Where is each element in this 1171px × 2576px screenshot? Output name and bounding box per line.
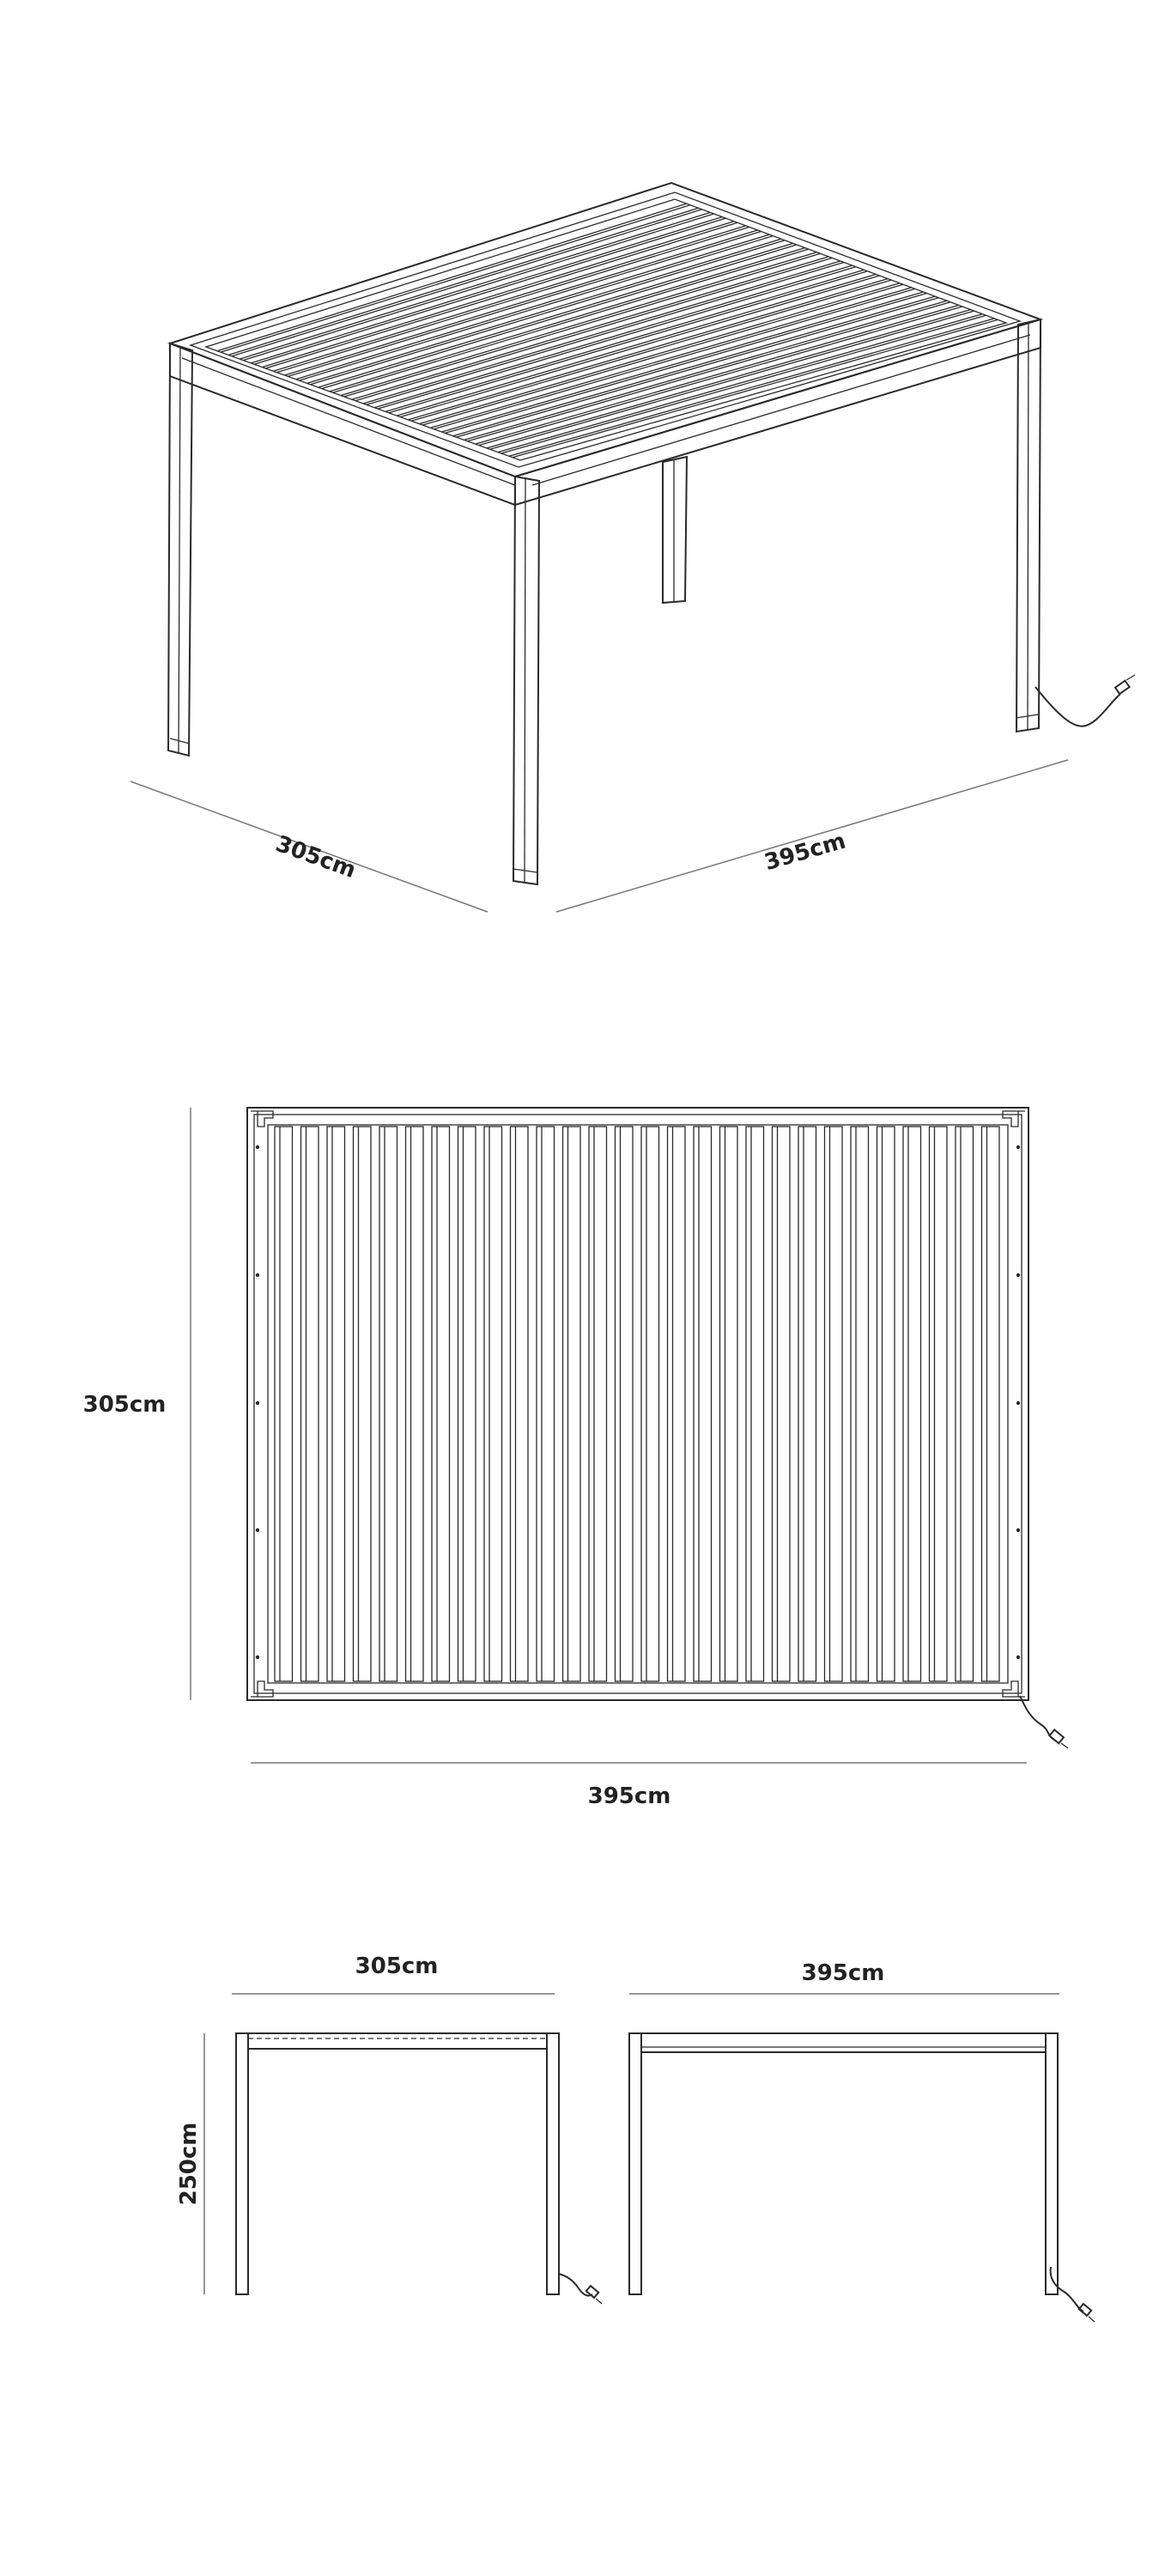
iso-louvre-slat (228, 208, 699, 355)
top-louvre-slat (825, 1127, 843, 1681)
iso-post-front (513, 477, 539, 884)
iso-louvre-slat (240, 212, 710, 359)
top-louvre-slat (720, 1127, 738, 1681)
iso-post-back (663, 457, 687, 603)
top-louvre-slat (327, 1127, 345, 1681)
top-power-cable (1020, 1696, 1054, 1740)
iso-width-label: 395cm (761, 828, 849, 877)
side-width-label: 305cm (355, 1953, 439, 1979)
top-louvre-slat (616, 1127, 634, 1681)
top-width-label: 395cm (587, 1783, 671, 1809)
top-view (83, 1108, 1068, 1809)
iso-post-right (1016, 319, 1041, 732)
top-louvres (275, 1127, 999, 1681)
top-louvre-slat (773, 1127, 791, 1681)
top-louvre-slat (798, 1127, 816, 1681)
iso-louvre-slat (498, 314, 983, 453)
iso-depth-label: 305cm (272, 830, 360, 884)
iso-louvres (217, 204, 998, 458)
top-louvre-slat (484, 1127, 502, 1681)
top-frame-outer (247, 1108, 1028, 1700)
side-beam (248, 2033, 547, 2049)
top-louvre-slat (956, 1127, 974, 1681)
top-louvre-slat (641, 1127, 659, 1681)
top-louvre-slat (458, 1127, 476, 1681)
top-louvre-slat (537, 1127, 555, 1681)
top-frame-inner (254, 1115, 1022, 1693)
iso-louvre-slat (217, 204, 687, 351)
side-view (176, 1953, 602, 2304)
top-louvre-slat (668, 1127, 686, 1681)
front-view (629, 1960, 1095, 2322)
top-louvre-slat (301, 1127, 319, 1681)
top-louvre-slat (275, 1127, 293, 1681)
top-louvre-slat (746, 1127, 764, 1681)
top-louvre-slat (379, 1127, 397, 1681)
iso-power-cable (1035, 687, 1120, 726)
front-width-label: 395cm (801, 1960, 885, 1986)
top-louvre-slat (930, 1127, 948, 1681)
top-louvre-slat (877, 1127, 895, 1681)
isometric-view (130, 183, 1135, 912)
top-louvre-area (268, 1125, 1008, 1683)
top-louvre-slat (982, 1127, 1000, 1681)
iso-louvre-slat (487, 310, 971, 448)
top-louvre-slat (694, 1127, 712, 1681)
side-post-left (236, 2033, 248, 2294)
top-louvre-slat (432, 1127, 450, 1681)
top-louvre-slat (354, 1127, 372, 1681)
top-louvre-slat (589, 1127, 607, 1681)
top-corner-brackets (251, 1111, 1025, 1697)
top-louvre-slat (903, 1127, 921, 1681)
front-beam (641, 2033, 1046, 2052)
front-post-left (629, 2033, 641, 2294)
front-post-right (1046, 2033, 1058, 2294)
iso-louvre-slat (251, 217, 722, 363)
top-louvre-slat (563, 1127, 581, 1681)
top-louvre-slat (406, 1127, 424, 1681)
iso-louvre-slat (509, 319, 994, 456)
top-louvre-slat (511, 1127, 529, 1681)
front-power-cable (1051, 2267, 1083, 2312)
side-height-label: 250cm (176, 2122, 202, 2206)
top-louvre-slat (851, 1127, 869, 1681)
side-post-right (547, 2033, 559, 2294)
iso-post-left (168, 343, 192, 756)
top-depth-label: 305cm (82, 1392, 167, 1418)
